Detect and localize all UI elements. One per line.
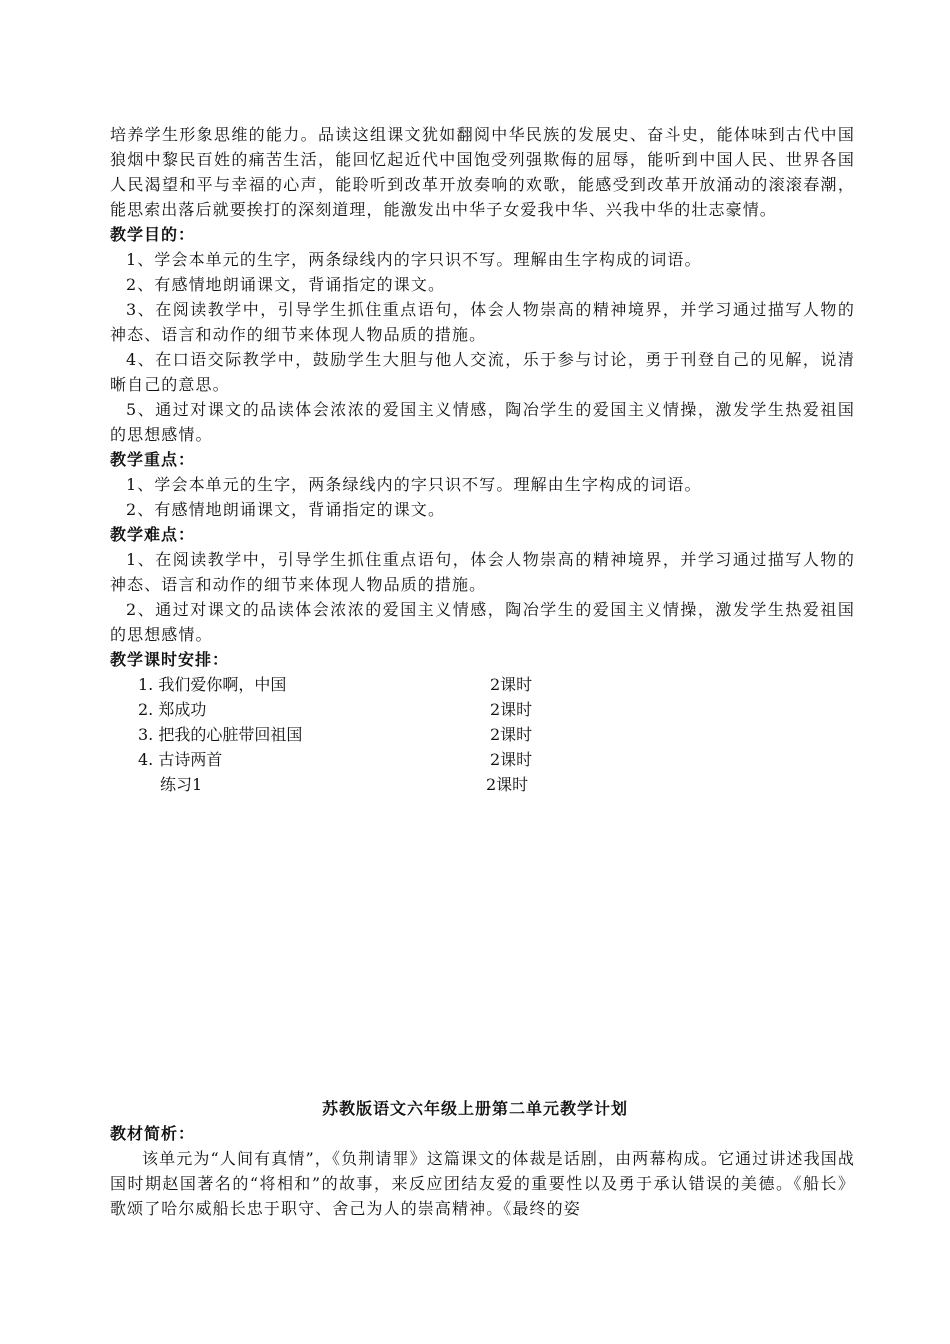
schedule-hours: 2课时	[490, 725, 533, 744]
objective-item: 5、通过对课文的品读体会浓浓的爱国主义情感，陶冶学生的爱国主义情操，激发学生热爱祖国的思想感情。	[110, 400, 855, 444]
schedule-row	[110, 672, 855, 697]
schedule-hours: 2课时	[486, 775, 529, 794]
intro-paragraph: 培养学生形象思维的能力。品读这组课文犹如翻阅中华民族的发展史、奋斗史，能体味到古代中国狼烟中黎民百姓的痛苦生活，能回忆起近代中国饱受列强欺侮的屈辱，能听到中国人民、世界各国人民渴望和平与幸福的心声，能聆听到改革开放奏响的欢歌，能感受到改革开放涌动的滚滚春潮，能思索出落后就要挨打的深刻道理，能激发出中华子女爱我中华、兴我中华的壮志豪情。	[110, 125, 855, 219]
key-point-item: 1、学会本单元的生字，两条绿线内的字只识不写。理解由生字构成的词语。	[126, 475, 702, 494]
objective-item: 4、在口语交际教学中，鼓励学生大胆与他人交流，乐于参与讨论，勇于刊登自己的见解，说清晰自己的意思。	[110, 350, 855, 394]
schedule-hours: 2课时	[490, 700, 533, 719]
schedule-lesson: 4. 古诗两首	[138, 750, 223, 769]
schedule-row	[110, 722, 855, 747]
key-points-heading: 教学重点：	[110, 450, 196, 469]
schedule-hours: 2课时	[490, 750, 533, 769]
difficulties-heading: 教学难点：	[110, 525, 196, 544]
schedule-lesson: 练习1	[160, 775, 203, 794]
analysis-paragraph: 该单元为“人间有真情”，《负荆请罪》这篇课文的体裁是话剧，由两幕构成。它通过讲述我国战国时期赵国著名的“将相和”的故事，来反应团结友爱的重要性以及勇于承认错误的美德。《船长》歌颂了哈尔威船长忠于职守、舍己为人的崇高精神。《最终的姿	[110, 1149, 855, 1218]
analysis-heading: 教材简析：	[110, 1124, 196, 1143]
objective-item: 2、有感情地朗诵课文，背诵指定的课文。	[126, 275, 446, 294]
schedule-table	[110, 672, 855, 797]
document-body	[110, 122, 855, 797]
schedule-lesson: 1. 我们爱你啊，中国	[138, 675, 287, 694]
objective-item: 1、学会本单元的生字，两条绿线内的字只识不写。理解由生字构成的词语。	[126, 250, 702, 269]
objective-item: 3、在阅读教学中，引导学生抓住重点语句，体会人物崇高的精神境界，并学习通过描写人物的神态、语言和动作的细节来体现人物品质的措施。	[110, 300, 855, 344]
key-point-item: 2、有感情地朗诵课文，背诵指定的课文。	[126, 500, 446, 519]
schedule-row	[110, 747, 855, 772]
schedule-row	[110, 697, 855, 722]
schedule-lesson: 2. 郑成功	[138, 700, 207, 719]
schedule-row	[110, 772, 855, 797]
unit2-title: 苏教版语文六年级上册第二单元教学计划	[321, 1099, 628, 1118]
unit2-section	[110, 1121, 855, 1221]
difficulty-item: 2、通过对课文的品读体会浓浓的爱国主义情感，陶冶学生的爱国主义情操，激发学生热爱祖国的思想感情。	[110, 600, 855, 644]
objectives-heading: 教学目的：	[110, 225, 196, 244]
schedule-heading: 教学课时安排：	[110, 650, 230, 669]
schedule-lesson: 3. 把我的心脏带回祖国	[138, 725, 303, 744]
difficulty-item: 1、在阅读教学中，引导学生抓住重点语句，体会人物崇高的精神境界，并学习通过描写人物的神态、语言和动作的细节来体现人物品质的措施。	[110, 550, 855, 594]
schedule-hours: 2课时	[490, 675, 533, 694]
